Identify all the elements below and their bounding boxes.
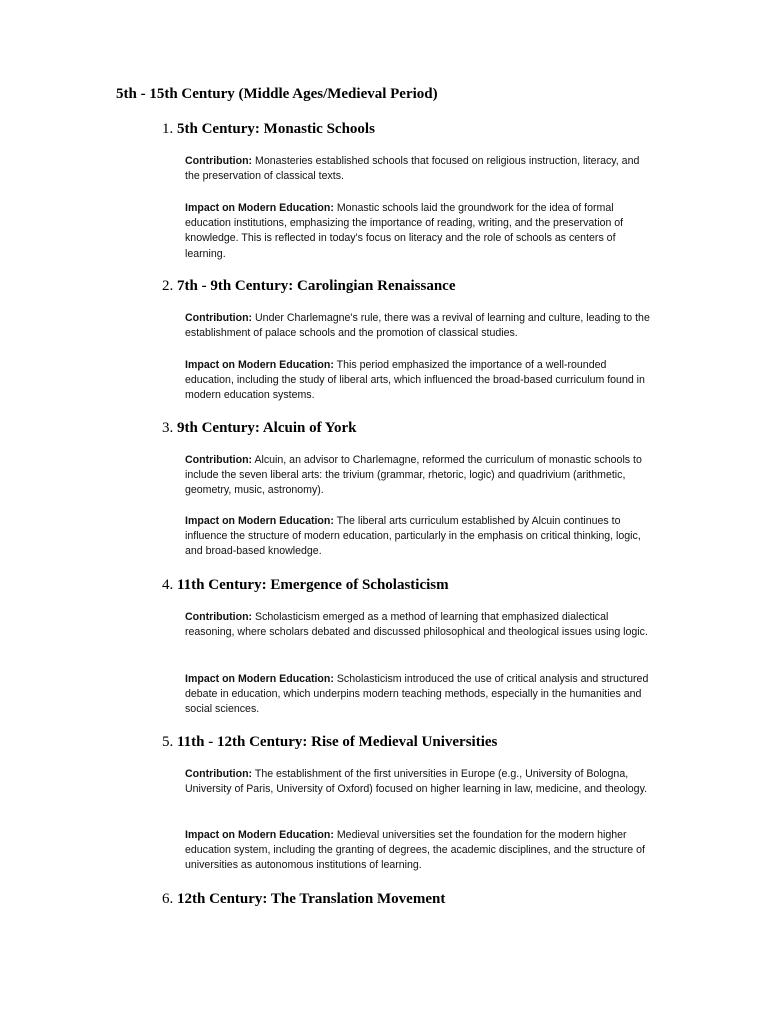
contribution-label: Contribution: (185, 611, 253, 623)
section-number: 2. (162, 278, 174, 294)
document-title: 5th - 15th Century (Middle Ages/Medieval Period) (116, 86, 438, 102)
contribution-text: The establishment of the first universities in Europe (e.g., University of Bologna, University of Paris, University of Oxford) focused on higher learning in law, medicine, and theology. (185, 768, 648, 796)
contribution-text: Under Charlemagne's rule, there was a revival of learning and culture, leading to the establishment of palace schools and the promotion of classical studies. (185, 312, 650, 340)
contribution-label: Contribution: (185, 768, 253, 780)
impact-label: Impact on Modern Education: (185, 673, 334, 685)
section-number: 1. (162, 121, 174, 137)
section-heading (162, 278, 455, 295)
contribution-paragraph (185, 453, 655, 499)
section-number: 6. (162, 891, 174, 907)
impact-text: Monastic schools laid the groundwork for the idea of formal education institutions, emphasizing the importance of reading, writing, and the preservation of knowledge. This is reflected in today's focus on literacy and the role of schools as centers of learning. (185, 202, 624, 260)
impact-paragraph (185, 828, 655, 874)
impact-label: Impact on Modern Education: (185, 515, 334, 527)
impact-paragraph (185, 358, 655, 404)
section-heading (162, 121, 375, 138)
section-title: 11th - 12th Century: Rise of Medieval Universities (177, 734, 498, 750)
section-title: 9th Century: Alcuin of York (177, 420, 357, 436)
contribution-text: Alcuin, an advisor to Charlemagne, reformed the curriculum of monastic schools to include the seven liberal arts: the trivium (grammar, rhetoric, logic) and quadrivium (arithmetic, geometry, music, astronomy). (185, 454, 642, 497)
impact-text: The liberal arts curriculum established by Alcuin continues to influence the structure of modern education, particularly in the emphasis on critical thinking, logic, and broad-based knowledge. (185, 515, 641, 558)
contribution-paragraph (185, 154, 655, 184)
section-heading (162, 420, 356, 437)
contribution-paragraph (185, 610, 655, 640)
impact-paragraph (185, 201, 655, 262)
section-title: 7th - 9th Century: Carolingian Renaissance (177, 278, 456, 294)
impact-paragraph (185, 514, 655, 560)
impact-label: Impact on Modern Education: (185, 359, 334, 371)
impact-label: Impact on Modern Education: (185, 202, 334, 214)
contribution-label: Contribution: (185, 155, 253, 167)
section-heading (162, 891, 445, 908)
section-number: 4. (162, 577, 174, 593)
impact-text: This period emphasized the importance of a well-rounded education, including the study of liberal arts, which influenced the broad-based curriculum found in modern education systems. (185, 359, 645, 402)
impact-paragraph (185, 672, 655, 718)
section-title: 5th Century: Monastic Schools (177, 121, 375, 137)
contribution-paragraph (185, 767, 655, 797)
section-title: 12th Century: The Translation Movement (177, 891, 446, 907)
contribution-paragraph (185, 311, 655, 341)
contribution-text: Monasteries established schools that focused on religious instruction, literacy, and the preservation of classical texts. (185, 155, 640, 183)
impact-label: Impact on Modern Education: (185, 829, 334, 841)
contribution-text: Scholasticism emerged as a method of learning that emphasized dialectical reasoning, where scholars debated and discussed philosophical and theological issues using logic. (185, 611, 648, 639)
impact-text: Scholasticism introduced the use of critical analysis and structured debate in education, which underpins modern teaching methods, especially in the humanities and social sciences. (185, 673, 649, 716)
section-title: 11th Century: Emergence of Scholasticism (177, 577, 449, 593)
section-heading (162, 734, 497, 751)
section-number: 3. (162, 420, 174, 436)
impact-text: Medieval universities set the foundation for the modern higher education system, including the granting of degrees, the academic disciplines, and the structure of universities as autonomous institutions of learning. (185, 829, 645, 872)
contribution-label: Contribution: (185, 312, 253, 324)
section-heading (162, 577, 449, 594)
section-number: 5. (162, 734, 174, 750)
contribution-label: Contribution: (185, 454, 253, 466)
